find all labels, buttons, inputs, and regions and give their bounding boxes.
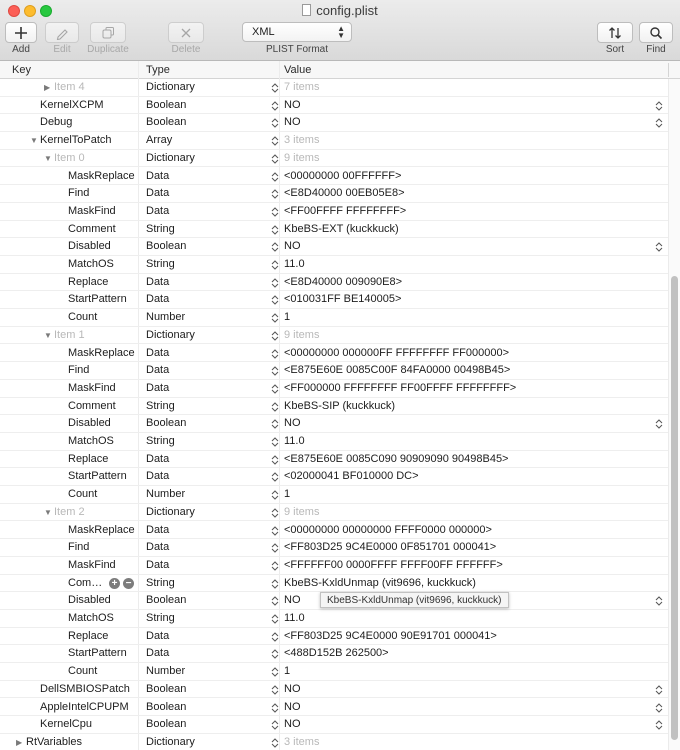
value-popup-chevron-icon[interactable] [655, 118, 663, 128]
duplicate-label: Duplicate [87, 44, 129, 55]
row-type[interactable]: Data [146, 523, 170, 536]
delete-button[interactable] [168, 22, 204, 43]
row-value[interactable]: <010031FF BE140005> [284, 293, 402, 306]
type-stepper-icon[interactable] [271, 579, 279, 589]
row-type[interactable]: String [146, 435, 175, 447]
row-value[interactable]: 3 items [284, 735, 320, 748]
row-value[interactable]: 1 [284, 311, 291, 324]
outline-row[interactable] [0, 168, 668, 186]
row-key[interactable]: MaskFind [68, 558, 116, 571]
value-popup-chevron-icon[interactable] [655, 703, 663, 713]
disclosure-collapsed-icon[interactable]: ▶ [16, 737, 23, 747]
row-value[interactable]: <FFFFFF00 0000FFFF FFFF00FF FFFFFF> [284, 558, 503, 571]
row-value[interactable]: <E875E60E 0085C00F 84FA0000 00498B45> [284, 364, 511, 377]
outline-row[interactable] [0, 433, 668, 451]
row-type[interactable]: Data [146, 541, 170, 554]
row-type[interactable]: String [146, 612, 175, 624]
row-value[interactable]: NO [284, 116, 301, 129]
row-key[interactable]: AppleIntelCPUPM [40, 700, 129, 713]
outline-row[interactable] [0, 203, 668, 221]
type-stepper-icon[interactable] [271, 83, 279, 93]
row-key[interactable]: MaskFind [68, 381, 116, 394]
scroll-thumb[interactable] [671, 276, 678, 740]
plist-format-value: XML [252, 26, 275, 38]
row-key[interactable]: Disabled [68, 417, 111, 430]
row-key[interactable]: Item 1 [54, 328, 85, 341]
type-stepper-icon[interactable] [271, 437, 279, 447]
row-value[interactable]: <00000000 00000000 FFFF0000 000000> [284, 523, 492, 536]
row-key[interactable]: KernelXCPM [40, 98, 104, 111]
row-key[interactable]: Find [68, 541, 90, 554]
type-stepper-icon[interactable] [271, 242, 279, 252]
disclosure-expanded-icon[interactable]: ▼ [44, 153, 52, 163]
outline-row[interactable] [0, 734, 668, 750]
row-type[interactable]: Data [146, 364, 170, 377]
outline-row[interactable] [0, 398, 668, 416]
row-type[interactable]: Boolean [146, 98, 187, 111]
row-key[interactable]: MaskReplace [68, 346, 135, 359]
row-key[interactable]: MatchOS [68, 612, 114, 624]
row-value[interactable]: <00000000 000000FF FFFFFFFF FF000000> [284, 346, 510, 359]
row-value[interactable]: 7 items [284, 81, 320, 93]
row-type[interactable]: Number [146, 311, 186, 324]
disclosure-expanded-icon[interactable]: ▼ [44, 507, 52, 517]
search-icon [649, 26, 663, 40]
type-stepper-icon[interactable] [271, 632, 279, 642]
row-key[interactable]: Find [68, 187, 90, 200]
type-stepper-icon[interactable] [271, 101, 279, 111]
row-key[interactable]: Comment [68, 399, 116, 412]
type-stepper-icon[interactable] [271, 685, 279, 695]
row-value[interactable]: NO [284, 594, 301, 607]
row-key[interactable]: Item 0 [54, 151, 85, 164]
type-stepper-icon[interactable] [271, 313, 279, 323]
type-stepper-icon[interactable] [271, 703, 279, 713]
row-key[interactable]: Count [68, 311, 98, 324]
type-stepper-icon[interactable] [271, 331, 279, 341]
outline-row[interactable] [0, 274, 668, 292]
vertical-scrollbar[interactable] [668, 79, 680, 750]
type-stepper-icon[interactable] [271, 543, 279, 553]
column-header [0, 61, 680, 79]
row-key[interactable]: StartPattern [68, 647, 127, 660]
outline-row[interactable] [0, 256, 668, 274]
row-value[interactable]: 9 items [284, 328, 320, 341]
row-type[interactable]: Data [146, 187, 170, 200]
pencil-icon [55, 26, 69, 40]
row-value[interactable]: NO [284, 240, 301, 253]
row-value[interactable]: <488D152B 262500> [284, 647, 389, 660]
type-column-header[interactable]: Type [146, 64, 170, 76]
row-type[interactable]: String [146, 258, 175, 270]
row-value[interactable]: KbeBS-KxldUnmap (vit9696, kuckkuck) [284, 576, 476, 589]
type-stepper-icon[interactable] [271, 455, 279, 465]
row-type[interactable]: Number [146, 665, 186, 678]
value-popup-chevron-icon[interactable] [655, 596, 663, 606]
row-key[interactable]: Replace [68, 275, 109, 288]
row-type[interactable]: Boolean [146, 116, 187, 129]
row-key[interactable]: MatchOS [68, 435, 114, 447]
row-type[interactable]: Data [146, 293, 170, 306]
outline-row[interactable] [0, 114, 668, 132]
row-type[interactable]: Dictionary [146, 328, 195, 341]
outline-row[interactable] [0, 610, 668, 628]
outline-row[interactable] [0, 504, 668, 522]
row-type[interactable]: String [146, 576, 175, 589]
outline-row[interactable] [0, 380, 668, 398]
row-value[interactable]: 11.0 [284, 258, 305, 270]
add-label: Add [12, 44, 30, 55]
outline-row[interactable] [0, 486, 668, 504]
row-value[interactable]: <E8D40000 00EB05E8> [284, 187, 405, 200]
row-key[interactable]: Debug [40, 116, 73, 129]
row-key[interactable]: StartPattern [68, 293, 127, 306]
duplicate-icon [101, 26, 115, 40]
row-type[interactable]: Dictionary [146, 735, 195, 748]
row-type[interactable]: String [146, 222, 175, 235]
sort-label: Sort [605, 44, 625, 55]
row-value[interactable]: <FF000000 FFFFFFFF FF00FFFF FFFFFFFF> [284, 381, 517, 394]
outline-row[interactable] [0, 451, 668, 469]
row-value[interactable]: NO [284, 700, 301, 713]
outline-row[interactable] [0, 185, 668, 203]
type-stepper-icon[interactable] [271, 154, 279, 164]
row-key[interactable]: Disabled [68, 240, 111, 253]
remove-row-icon[interactable]: − [123, 578, 134, 589]
row-type[interactable]: Boolean [146, 718, 187, 731]
type-stepper-icon[interactable] [271, 720, 279, 730]
row-type[interactable]: Dictionary [146, 81, 195, 93]
type-stepper-icon[interactable] [271, 738, 279, 748]
find-button[interactable] [639, 22, 673, 43]
chevron-updown-icon: ▲ ▼ [337, 24, 345, 40]
value-popup-chevron-icon[interactable] [655, 720, 663, 730]
type-stepper-icon[interactable] [271, 172, 279, 182]
row-key[interactable]: KernelToPatch [40, 134, 112, 147]
type-stepper-icon[interactable] [271, 225, 279, 235]
row-type[interactable]: Data [146, 629, 170, 642]
row-value[interactable]: <02000041 BF010000 DC> [284, 470, 419, 483]
outline-row[interactable] [0, 362, 668, 380]
type-stepper-icon[interactable] [271, 561, 279, 571]
type-stepper-icon[interactable] [271, 649, 279, 659]
outline-row[interactable] [0, 97, 668, 115]
outline-row[interactable] [0, 628, 668, 646]
outline-row[interactable] [0, 309, 668, 327]
row-value[interactable]: KbeBS-EXT (kuckkuck) [284, 222, 399, 235]
type-stepper-icon[interactable] [271, 278, 279, 288]
value-column-header[interactable]: Value [284, 64, 312, 76]
row-type[interactable]: Data [146, 381, 170, 394]
row-value[interactable]: 9 items [284, 505, 320, 518]
add-button[interactable] [5, 22, 37, 43]
type-stepper-icon[interactable] [271, 667, 279, 677]
value-popup-chevron-icon[interactable] [655, 419, 663, 429]
outline-row[interactable] [0, 681, 668, 699]
outline-row[interactable] [0, 415, 668, 433]
sort-arrows-icon [608, 26, 622, 40]
row-key[interactable]: Replace [68, 629, 109, 642]
outline-row[interactable] [0, 468, 668, 486]
outline-row[interactable] [0, 716, 668, 734]
type-stepper-icon[interactable] [271, 402, 279, 412]
plus-icon [14, 26, 28, 40]
row-type[interactable]: Data [146, 452, 170, 465]
row-type[interactable]: Number [146, 488, 186, 501]
row-key[interactable]: Count [68, 488, 98, 501]
x-icon [180, 27, 192, 39]
disclosure-collapsed-icon[interactable]: ▶ [44, 83, 51, 92]
row-key[interactable]: RtVariables [26, 735, 83, 748]
duplicate-button[interactable] [90, 22, 126, 43]
row-key[interactable]: Comment [68, 222, 116, 235]
row-type[interactable]: Data [146, 346, 170, 359]
row-key[interactable]: KernelCpu [40, 718, 92, 731]
window-title-text: config.plist [316, 3, 378, 18]
outline-row[interactable] [0, 539, 668, 557]
value-popup-chevron-icon[interactable] [655, 685, 663, 695]
type-stepper-icon[interactable] [271, 596, 279, 606]
type-stepper-icon[interactable] [271, 295, 279, 305]
row-value[interactable]: 11.0 [284, 435, 305, 447]
row-value[interactable]: 1 [284, 665, 291, 678]
outline-row[interactable] [0, 345, 668, 363]
type-stepper-icon[interactable] [271, 384, 279, 394]
delete-label: Delete [171, 44, 201, 55]
row-value[interactable]: 3 items [284, 134, 320, 147]
outline-row[interactable] [0, 645, 668, 663]
outline-row[interactable] [0, 663, 668, 681]
find-label: Find [646, 44, 666, 55]
row-key[interactable]: Item 4 [54, 81, 85, 93]
row-type[interactable]: Data [146, 647, 170, 660]
row-key[interactable]: Com… [68, 576, 103, 589]
row-value[interactable]: <FF00FFFF FFFFFFFF> [284, 204, 407, 217]
type-stepper-icon[interactable] [271, 526, 279, 536]
type-stepper-icon[interactable] [271, 189, 279, 199]
row-value[interactable]: NO [284, 98, 301, 111]
row-value[interactable]: NO [284, 718, 301, 731]
row-key[interactable]: Replace [68, 452, 109, 465]
row-key[interactable]: DellSMBIOSPatch [40, 682, 130, 695]
type-stepper-icon[interactable] [271, 349, 279, 359]
disclosure-expanded-icon[interactable]: ▼ [44, 330, 52, 340]
outline-row[interactable] [0, 291, 668, 309]
row-key[interactable]: Disabled [68, 594, 111, 607]
row-type[interactable]: Data [146, 470, 170, 483]
row-type[interactable]: Data [146, 204, 170, 217]
outline-row[interactable] [0, 327, 668, 345]
type-stepper-icon[interactable] [271, 614, 279, 624]
document-icon [302, 4, 311, 16]
edit-button[interactable] [45, 22, 79, 43]
row-value[interactable]: <00000000 00FFFFFF> [284, 169, 402, 182]
value-popup-chevron-icon[interactable] [655, 242, 663, 252]
row-type[interactable]: Data [146, 275, 170, 288]
type-stepper-icon[interactable] [271, 508, 279, 518]
outline-row[interactable] [0, 575, 668, 593]
key-column-header[interactable]: Key [12, 64, 31, 76]
type-stepper-icon[interactable] [271, 490, 279, 500]
type-stepper-icon[interactable] [271, 207, 279, 217]
row-type[interactable]: Data [146, 169, 170, 182]
outline-row[interactable] [0, 557, 668, 575]
plist-format-label: PLIST Format [265, 44, 329, 55]
row-key[interactable]: MaskFind [68, 204, 116, 217]
row-key[interactable]: Count [68, 665, 98, 678]
row-key[interactable]: Item 2 [54, 505, 85, 518]
row-value[interactable]: NO [284, 682, 301, 695]
row-value[interactable]: KbeBS-SIP (kuckkuck) [284, 399, 396, 412]
row-type[interactable]: Dictionary [146, 151, 195, 164]
outline-row[interactable] [0, 79, 668, 97]
outline-row[interactable] [0, 522, 668, 540]
row-key[interactable]: MatchOS [68, 258, 114, 270]
type-stepper-icon[interactable] [271, 419, 279, 429]
row-value[interactable]: <E875E60E 0085C090 90909090 90498B45> [284, 452, 509, 465]
row-type[interactable]: Boolean [146, 594, 187, 607]
outline-row[interactable] [0, 132, 668, 150]
row-key[interactable]: MaskReplace [68, 523, 135, 536]
row-value[interactable]: <E8D40000 009090E8> [284, 275, 403, 288]
row-value[interactable]: NO [284, 417, 301, 430]
type-stepper-icon[interactable] [271, 260, 279, 270]
row-key[interactable]: StartPattern [68, 470, 127, 483]
add-child-icon[interactable]: + [109, 578, 120, 589]
row-value[interactable]: 11.0 [284, 612, 305, 624]
plist-format-select[interactable] [242, 22, 352, 42]
row-value[interactable]: 1 [284, 488, 291, 501]
outline-row[interactable] [0, 150, 668, 168]
row-value[interactable]: <FF803D25 9C4E0000 90E91701 000041> [284, 629, 497, 642]
row-type[interactable]: Dictionary [146, 505, 195, 518]
type-stepper-icon[interactable] [271, 118, 279, 128]
outline-row[interactable] [0, 699, 668, 717]
row-key[interactable]: Find [68, 364, 90, 377]
type-stepper-icon[interactable] [271, 472, 279, 482]
comment-tooltip: KbeBS-KxldUnmap (vit9696, kuckkuck) [320, 592, 509, 608]
row-value[interactable]: <FF803D25 9C4E0000 0F851701 000041> [284, 541, 497, 554]
type-stepper-icon[interactable] [271, 366, 279, 376]
sort-button[interactable] [597, 22, 633, 43]
disclosure-expanded-icon[interactable]: ▼ [30, 136, 38, 146]
row-type[interactable]: Boolean [146, 417, 187, 430]
value-popup-chevron-icon[interactable] [655, 101, 663, 111]
row-type[interactable]: Boolean [146, 682, 187, 695]
toolbar [0, 0, 680, 61]
plist-outline [0, 79, 668, 750]
outline-row[interactable] [0, 221, 668, 239]
column-divider [668, 63, 669, 77]
row-type[interactable]: Boolean [146, 700, 187, 713]
edit-label: Edit [53, 44, 71, 55]
row-type[interactable]: Boolean [146, 240, 187, 253]
type-stepper-icon[interactable] [271, 136, 279, 146]
row-key[interactable]: MaskReplace [68, 169, 135, 182]
outline-row[interactable] [0, 238, 668, 256]
window-title [0, 3, 680, 18]
row-value[interactable]: 9 items [284, 151, 320, 164]
row-type[interactable]: Data [146, 558, 170, 571]
row-type[interactable]: String [146, 399, 175, 412]
row-type[interactable]: Array [146, 134, 173, 147]
